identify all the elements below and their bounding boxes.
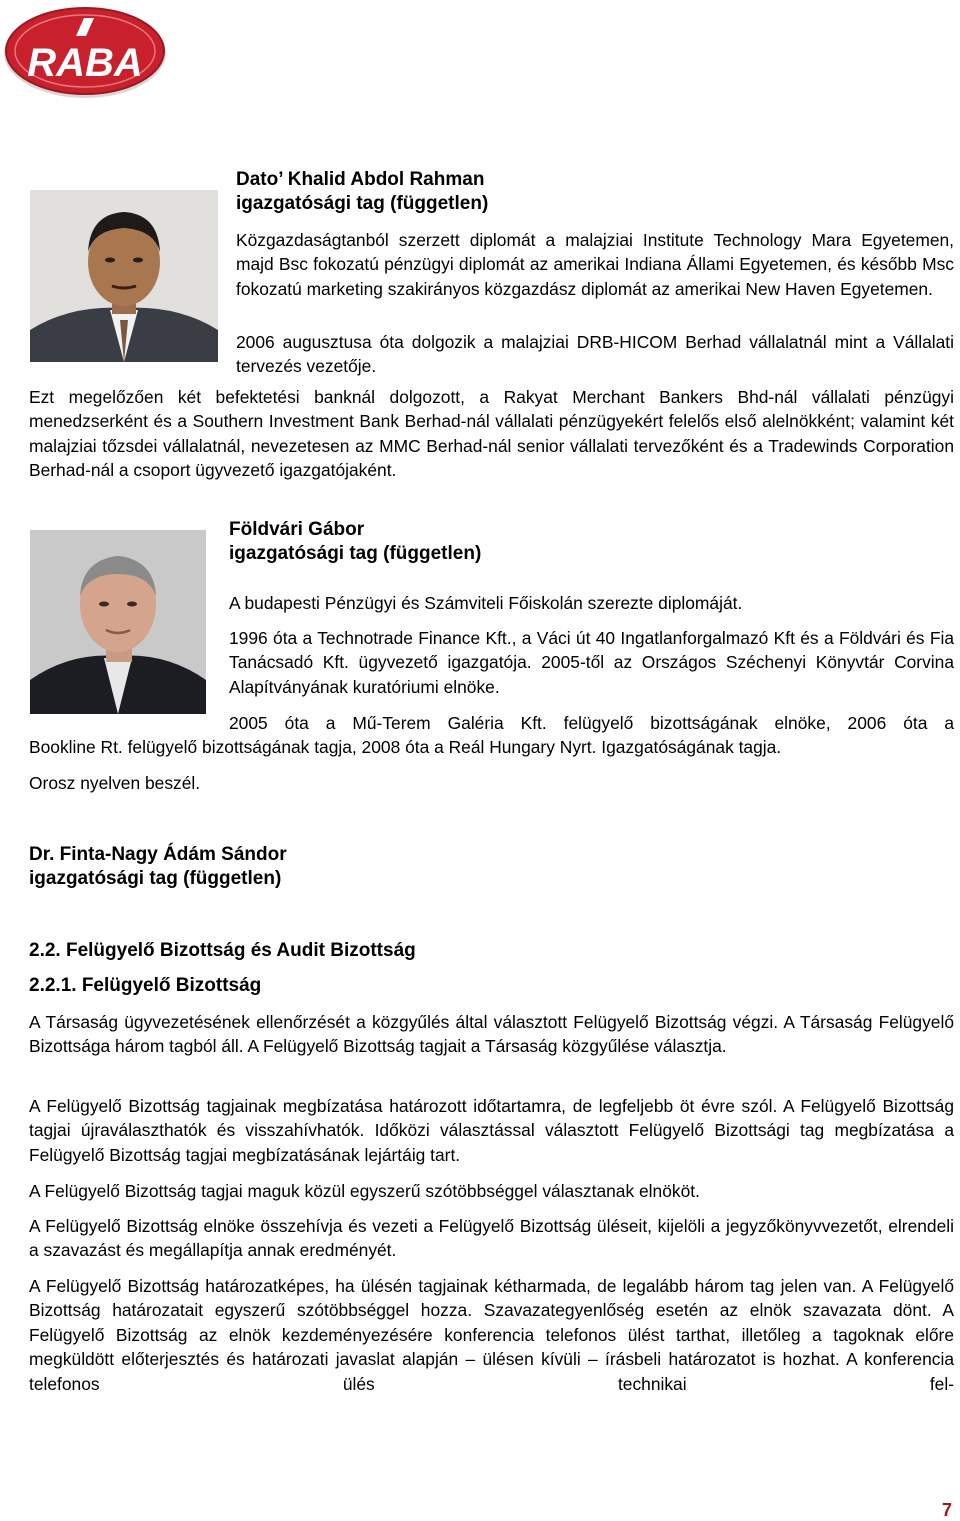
person1-previous-roles: Ezt megelőzően két befektetési banknál dolgozott, a Rakyat Merchant Bankers Bhd-nál vállalati pénzügyi menedzserként és a Southern Investment Bank Berhad-nál vállalati pénzügyekért felelős első alelnökként; valamint két malajziai tőzsdei vállalatnál, nevezetesen az MMC Berhad-nál senior vállalati tervezőként és a Tradewinds Corporation Berhad-nál a csoport ügyvezető igazgatójaként. bbox=[29, 387, 954, 481]
section-subheading: 2.2.1. Felügyelő Bizottság bbox=[29, 975, 262, 996]
person1-education: Közgazdaságtanból szerzett diplomát a malajziai Institute Technology Mara Egyetemen, majd Bsc fokozatú pénzügyi diplomát az amerikai Indiana Állami Egyetemen, és később Msc fokozatú marketing szakirányos közgazdász diplomát az amerikai New Haven Egyetemen. bbox=[236, 230, 954, 299]
section-paragraph: A Felügyelő Bizottság tagjai maguk közül egyszerű szótöbbséggel választanak elnököt. bbox=[29, 1181, 700, 1201]
raba-logo-graphic bbox=[2, 4, 168, 100]
person2-board-roles-line1: 2005 óta a Mű-Terem Galéria Kft. felügyelő bizottságának elnöke, 2006 óta a bbox=[229, 713, 954, 733]
logo-text: RABA bbox=[27, 41, 143, 85]
person2-education: A budapesti Pénzügyi és Számviteli Főiskolán szerezte diplomáját. bbox=[229, 593, 743, 613]
page-number: 7 bbox=[941, 1500, 952, 1520]
section-paragraph: A Felügyelő Bizottság határozatképes, ha ülésén tagjainak kétharmada, de legalább három tag jelen van. A Felügyelő Bizottság határozatait egyszerű szótöbbséggel hozza. Szavazategyenlőség esetén az elnök szavazata dönt. A Felügyelő Bizottság az elnök kezdeményezésére konferencia telefonos ülést tarthat, illetőleg a tagoknak előre megküldött előterjesztés és határozati javaslat alapján – ülésen kívüli – írásbeli határozatot is hozhat. A konferencia telefonos ülés technikai fel- bbox=[29, 1276, 954, 1394]
person1-role: igazgatósági tag (független) bbox=[236, 193, 489, 214]
person1-name: Dato’ Khalid Abdol Rahman bbox=[236, 169, 485, 190]
person2-name: Földvári Gábor bbox=[229, 519, 365, 540]
portrait-photo-khalid bbox=[30, 190, 218, 362]
portrait-graphic bbox=[30, 530, 206, 714]
raba-logo bbox=[2, 4, 168, 100]
portrait-graphic bbox=[30, 190, 218, 362]
person1-current-role: 2006 augusztusa óta dolgozik a malajziai DRB-HICOM Berhad vállalatnál mint a Vállalati tervezés vezetője. bbox=[236, 332, 954, 377]
person2-languages: Orosz nyelven beszél. bbox=[29, 773, 201, 793]
section-paragraph: A Felügyelő Bizottság tagjainak megbízatása határozott időtartamra, de legfeljebb öt évre szól. A Felügyelő Bizottság tagjai újraválaszthatók és visszahívhatók. Időközi választással választott Felügyelő Bizottsági tag megbízatása a Felügyelő Bizottság tagjai megbízatásának lejártáig tart. bbox=[29, 1096, 954, 1165]
person3-role: igazgatósági tag (független) bbox=[29, 868, 282, 889]
person2-board-roles-line2: Bookline Rt. felügyelő bizottságának tagja, 2008 óta a Reál Hungary Nyrt. Igazgatóságának tagja. bbox=[29, 737, 782, 757]
section-paragraph: A Felügyelő Bizottság elnöke összehívja és vezeti a Felügyelő Bizottság üléseit, kijelöli a jegyzőkönyvvezetőt, elrendeli a szavazást és megállapítja annak eredményét. bbox=[29, 1216, 954, 1261]
portrait-photo-foldvari bbox=[30, 530, 206, 714]
section-paragraph: A Társaság ügyvezetésének ellenőrzését a közgyűlés által választott Felügyelő Bizottság végzi. A Társaság Felügyelő Bizottsága három tagból áll. A Felügyelő Bizottság tagjait a Társaság közgyűlése választja. bbox=[29, 1012, 954, 1057]
person2-current-roles: 1996 óta a Technotrade Finance Kft., a Váci út 40 Ingatlanforgalmazó Kft és a Földvári és Fia Tanácsadó Kft. ügyvezető igazgatója. 2005-től az Országos Széchenyi Könyvtár Corvina Alapítványának kuratóriumi elnöke. bbox=[229, 628, 954, 697]
person3-name: Dr. Finta-Nagy Ádám Sándor bbox=[29, 844, 287, 865]
section-heading: 2.2. Felügyelő Bizottság és Audit Bizottság bbox=[29, 940, 416, 961]
person2-role: igazgatósági tag (független) bbox=[229, 543, 482, 564]
